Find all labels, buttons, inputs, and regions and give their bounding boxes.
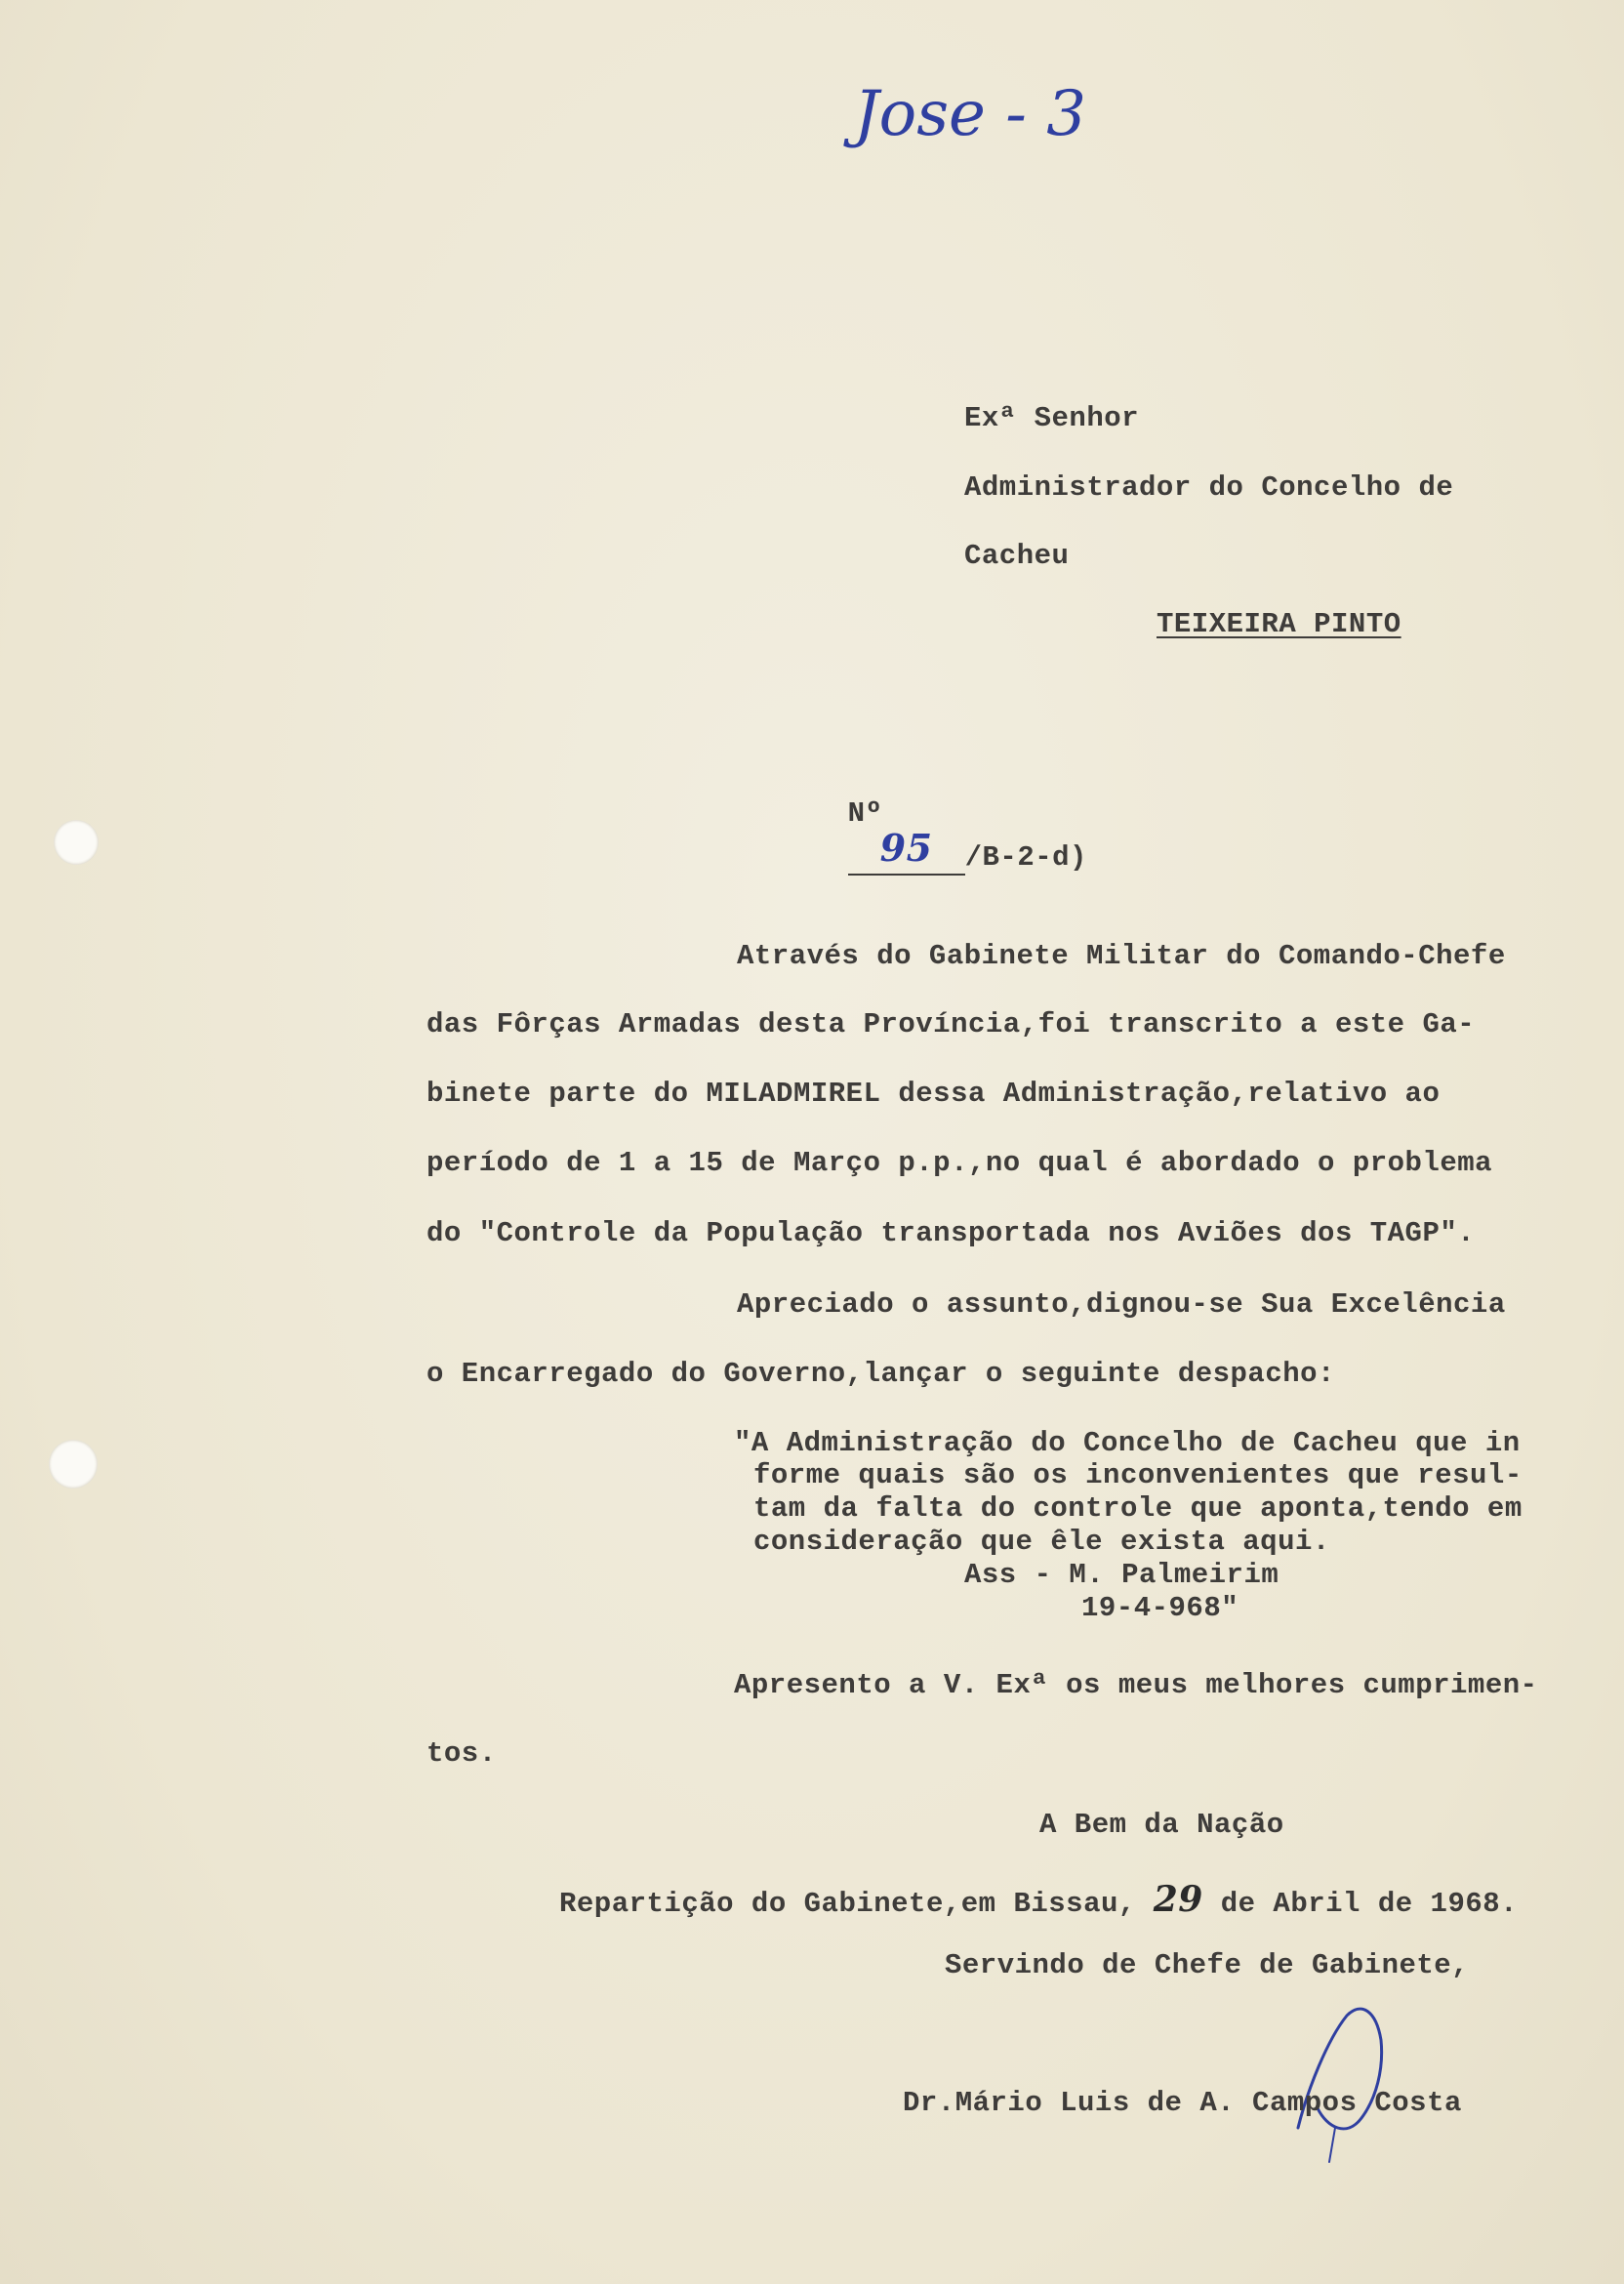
quote-signature: Ass - M. Palmeirim [964, 1559, 1279, 1591]
body-line: Através do Gabinete Militar do Comando-Chefe [737, 940, 1506, 972]
closing-line: tos. [426, 1737, 497, 1770]
handwritten-number: 95 [879, 826, 933, 870]
body-line: Apreciado o assunto,dignou-se Sua Excelência [737, 1288, 1506, 1321]
body-line: período de 1 a 15 de Março p.p.,no qual é abordado o problema [426, 1147, 1493, 1179]
body-line: das Fôrças Armadas desta Província,foi transcrito a este Ga- [426, 1008, 1476, 1040]
quote-line: consideração que êle exista aqui. [753, 1526, 1330, 1558]
addressee-line3: Cacheu [964, 540, 1070, 572]
handwritten-signature [1269, 1981, 1415, 2167]
reference-number [778, 765, 1087, 908]
closing-motto: A Bem da Nação [1039, 1809, 1284, 1841]
punch-hole [54, 820, 99, 865]
place-date-suffix: de Abril de 1968. [1202, 1888, 1519, 1920]
reference-prefix: Nº [847, 797, 883, 830]
punch-hole [49, 1440, 98, 1489]
addressee-location: TEIXEIRA PINTO [1157, 608, 1401, 640]
addressee-line2: Administrador do Concelho de [964, 471, 1454, 504]
place-date [559, 1879, 1518, 1920]
handwritten-annotation: Jose - 3 [854, 78, 1086, 150]
handwritten-day: 29 [1153, 1879, 1203, 1920]
place-date-prefix: Repartição do Gabinete,em Bissau, [559, 1888, 1154, 1920]
reference-handwritten-number [848, 826, 965, 876]
quote-date: 19-4-968" [1081, 1592, 1239, 1624]
quote-line: tam da falta do controle que aponta,tendo em [753, 1492, 1522, 1525]
reference-suffix: /B-2-d) [964, 841, 1087, 874]
addressee-line1: Exª Senhor [964, 402, 1140, 434]
closing-line: Apresento a V. Exª os meus melhores cumprimen- [734, 1669, 1538, 1701]
quote-line: forme quais são os inconvenientes que resul- [753, 1459, 1522, 1491]
quote-line: "A Administração do Concelho de Cacheu que in [734, 1427, 1521, 1459]
body-line: o Encarregado do Governo,lançar o seguinte despacho: [426, 1358, 1335, 1390]
signatory-role: Servindo de Chefe de Gabinete, [945, 1949, 1470, 1981]
body-line: do "Controle da População transportada nos Aviões dos TAGP". [426, 1217, 1476, 1249]
body-line: binete parte do MILADMIREL dessa Administração,relativo ao [426, 1078, 1441, 1110]
signatory-name: Dr.Mário Luis de A. Campos Costa [903, 2087, 1462, 2119]
